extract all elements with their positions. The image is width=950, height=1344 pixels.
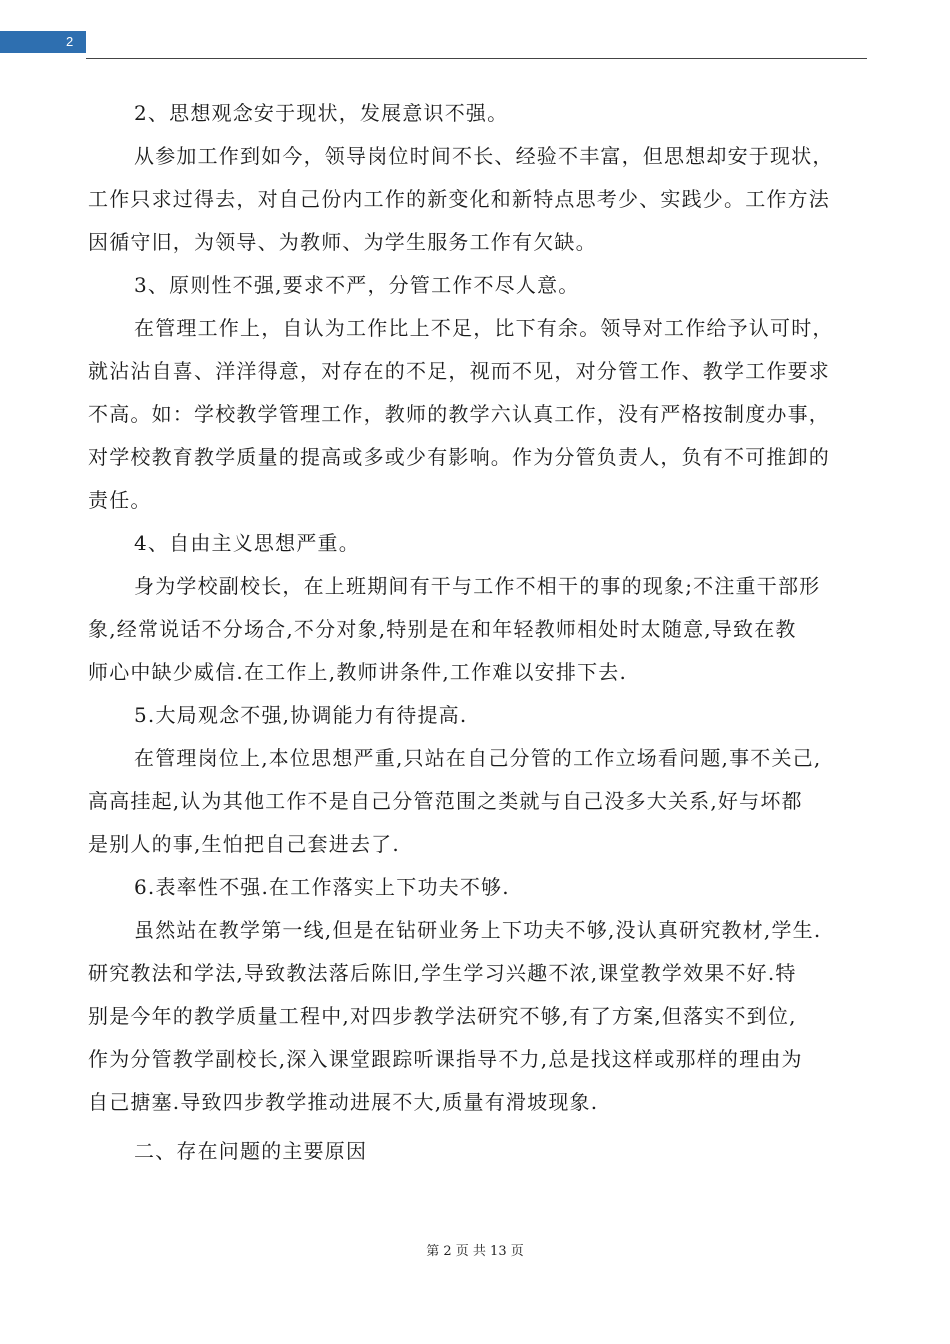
paragraph-line: 工作只求过得去，对自己份内工作的新变化和新特点思考少、实践少。工作方法: [88, 187, 830, 211]
section-heading-2: 2、思想观念安于现状，发展意识不强。: [134, 101, 509, 125]
paragraph-line: 从参加工作到如今，领导岗位时间不长、经验不丰富，但思想却安于现状，: [134, 144, 834, 168]
section-heading-4: 4、自由主义思想严重。: [134, 531, 360, 555]
paragraph-line: 高高挂起,认为其他工作不是自己分管范围之类就与自己没多大关系,好与坏都: [88, 789, 803, 813]
paragraph-line: 作为分管教学副校长,深入课堂跟踪听课指导不力,总是找这样或那样的理由为: [88, 1047, 803, 1071]
paragraph-line: 别是今年的教学质量工程中,对四步教学法研究不够,有了方案,但落实不到位,: [88, 1004, 797, 1028]
paragraph-line: 自己搪塞.导致四步教学推动进展不大,质量有滑坡现象.: [88, 1090, 599, 1114]
paragraph-line: 虽然站在教学第一线,但是在钻研业务上下功夫不够,没认真研究教材,学生.: [134, 918, 822, 942]
paragraph-line: 对学校教育教学质量的提高或多或少有影响。作为分管负责人，负有不可推卸的: [88, 445, 830, 469]
paragraph-line: 责任。: [88, 488, 152, 512]
paragraph-line: 不高。如：学校教学管理工作，教师的教学六认真工作，没有严格按制度办事，: [88, 402, 830, 426]
header-divider: [86, 58, 867, 59]
paragraph-line: 是别人的事,生怕把自己套进去了.: [88, 832, 400, 856]
section-heading-causes: 二、存在问题的主要原因: [134, 1139, 368, 1163]
section-heading-5: 5.大局观念不强,协调能力有待提高.: [134, 703, 468, 727]
paragraph-line: 师心中缺少威信.在工作上,教师讲条件,工作难以安排下去.: [88, 660, 628, 684]
paragraph-line: 在管理岗位上,本位思想严重,只站在自己分管的工作立场看问题,事不关己,: [134, 746, 822, 770]
page-footer: 第 2 页 共 13 页: [426, 1244, 524, 1259]
paragraph-line: 就沾沾自喜、洋洋得意，对存在的不足，视而不见，对分管工作、教学工作要求: [88, 359, 830, 383]
section-heading-6: 6.表率性不强.在工作落实上下功夫不够.: [134, 875, 510, 899]
document-body: [88, 92, 878, 1173]
paragraph-line: 象,经常说话不分场合,不分对象,特别是在和年轻教师相处时太随意,导致在教: [88, 617, 797, 641]
paragraph-line: 研究教法和学法,导致教法落后陈旧,学生学习兴趣不浓,课堂教学效果不好.特: [88, 961, 797, 985]
section-heading-3: 3、原则性不强,要求不严，分管工作不尽人意。: [134, 273, 580, 297]
paragraph-line: 在管理工作上，自认为工作比上不足，比下有余。领导对工作给予认可时，: [134, 316, 834, 340]
page-number-badge: 2: [0, 31, 86, 53]
paragraph-line: 身为学校副校长，在上班期间有干与工作不相干的事的现象;不注重干部形: [134, 574, 821, 598]
paragraph-line: 因循守旧，为领导、为教师、为学生服务工作有欠缺。: [88, 230, 597, 254]
